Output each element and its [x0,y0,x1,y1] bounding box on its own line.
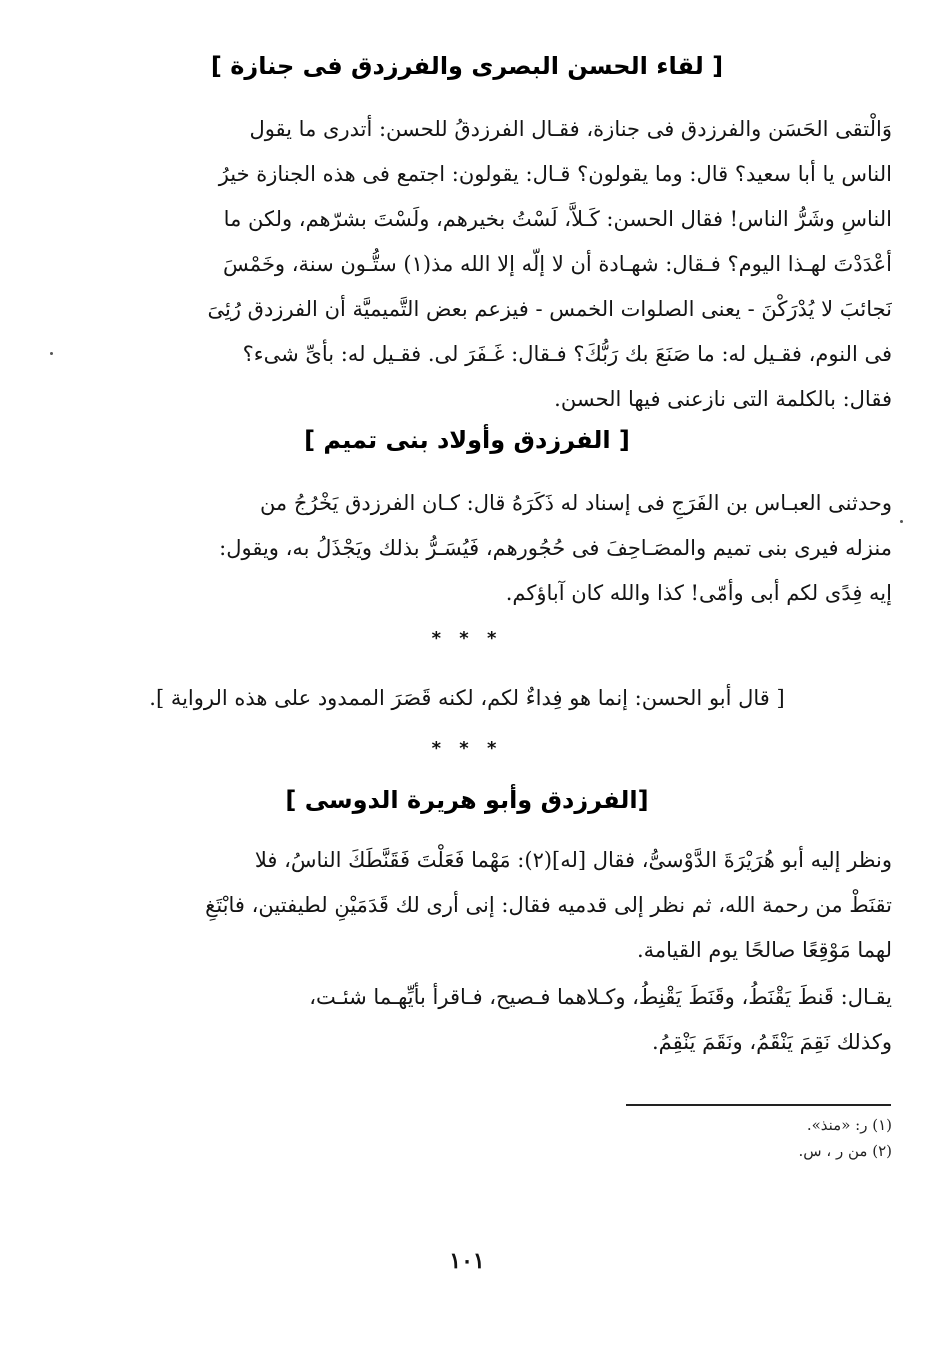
text-line: إيه فِدًى لكم أبى وأمّى! كذا والله كان آباؤكم. [505,581,892,605]
page-number: ١٠١ [449,1248,485,1274]
text-line: يقـال: قَنطَ يَقْنَطُ، وقَنَطَ يَقْنِطُ، وكـلاهما فـصيح، فـاقرأ بأيِّهـما شئـت، [309,985,892,1009]
scan-speck [900,520,903,523]
text-line: منزله فيرى بنى تميم والمصَـاحِفَ فى حُجُورهم، فَيُسَـرُّ بذلك ويَجْذَلُ به، ويقول: [219,536,892,560]
separator-stars: * * * [431,628,503,649]
paragraph-abu-hurayra [40,838,892,973]
paragraph-tamim [140,481,892,616]
text-line: تقنَطْ من رحمة الله، ثم نظر إلى قدميه فقال: إنى أرى لك قَدَمَيْنِ لطيفتين، فابْتَغِ [205,893,892,917]
text-line: الناسِ وشَرُّ الناس! فقال الحسن: كَـلاَّ، لَسْتُ بخيرهم، ولَسْتَ بشرّهم، ولكن ما [223,207,892,231]
text-line: لهما مَوْقِعًا صالحًا يوم القيامة. [636,938,892,962]
footnote-1: (١) ر: «منذ». [806,1116,892,1134]
text-line: ونظر إليه أبو هُرَيْرَةَ الدَّوْسىُّ، فقال [له](٢): مَهْما فَعَلْتَ فَقَنَّطَكَ الناسُ، فلا [254,848,892,872]
text-line: وكذلك نَقِمَ يَنْقَمُ، ونَقَمَ يَنْقِمُ. [651,1030,892,1054]
text-line: أعْدَدْتَ لهـذا اليوم؟ فـقال: شهـادة أن لا إلّه إلا الله مذ(١) ستُّـون سنة، وخَمْسَ [223,252,892,276]
text-line: فى النوم، فقـيل له: ما صَنَعَ بك رَبُّكَ؟ فـقال: غَـفَرَ لى. فقـيل له: بأىِّ شىء؟ [242,342,892,366]
scan-speck [50,352,53,355]
footnote-2: (٢) من ر ، س. [798,1142,892,1160]
section-heading-tamim: [ الفرزدق وأولاد بنى تميم ] [304,426,630,454]
text-line: الناس يا أبا سعيد؟ قال: وما يقولون؟ قـال: يقولون: اجتمع فى هذه الجنازة خيرُ [218,162,892,186]
text-line: نَجائبَ لا يُدْرَكْنَ - يعنى الصلوات الخمس - فيزعم بعض التَّميميَّة أن الفرزدق رُئِىَ [207,297,892,321]
separator-stars: * * * [431,738,503,759]
paragraph-funeral [140,107,892,422]
text-line: وحدثنى العبـاس بن الفَرَجِ فى إسناد له ذَكَرَهُ قال: كـان الفرزدق يَخْرُجُ من [259,491,892,515]
editor-note: [ قال أبو الحسن: إنما هو فِداءٌ لكم، لكنه قَصَرَ الممدود على هذه الرواية ]. [149,686,785,710]
section-heading-funeral: [ لقاء الحسن البصرى والفرزدق فى جنازة ] [210,52,724,80]
text-line: فقال: بالكلمة التى نازعنى فيها الحسن. [554,387,892,411]
text-line: وَالْتقى الحَسَن والفرزدق فى جنازة، فقـال الفرزدقُ للحسن: أتدرى ما يقول [249,117,892,141]
paragraph-grammar-note [40,975,892,1065]
section-heading-abu-hurayra: [الفرزدق وأبو هريرة الدوسى ] [285,786,649,814]
footnote-divider [626,1104,891,1106]
